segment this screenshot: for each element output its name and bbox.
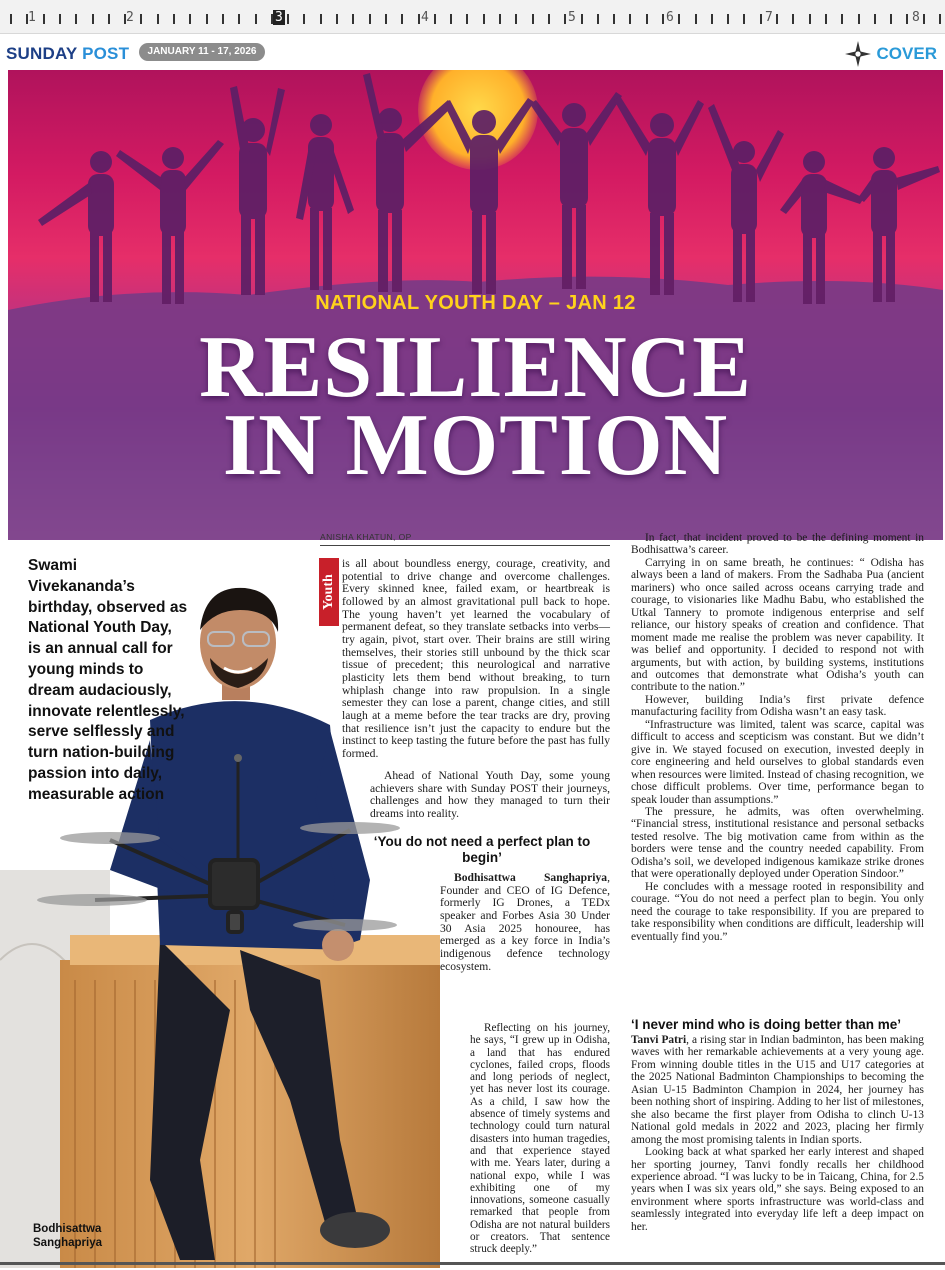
headline-line-1: RESILIENCE <box>199 319 752 416</box>
pull-quote: Swami Vivekananda’s birthday, observed as National Youth Day, is an annual call for young minds to dream audaciously, innovate relentlessly, serve selflessly and turn nation-building passion into daily, measurable action <box>28 557 188 803</box>
ruler-tick <box>532 14 534 24</box>
page-header <box>0 38 945 70</box>
ruler-tick <box>255 14 257 24</box>
ruler-tick <box>597 14 599 24</box>
ruler-tick <box>483 14 485 24</box>
ruler-tick <box>59 14 61 24</box>
ruler-tick <box>43 14 45 24</box>
article-intro-top <box>342 558 610 761</box>
bodhisattwa-paragraph-6: “Infrastructure was limited, talent was scarce, capital was difficult to access and scepticism was constant. But we didn’t give in. We stayed focused on execution, invested deeply in core engineering and held ourselves to global standards even when resources were limited. Instead of chasing recognition, we chose difficult problems. Over time, performance began to speak louder than assumptions.” <box>631 718 924 806</box>
ruler-number: 4 <box>421 10 429 25</box>
section-name: COVER <box>876 44 937 63</box>
section-tag: Youth <box>319 558 339 626</box>
ruler-tick <box>890 14 892 24</box>
article-intro-followup <box>370 770 610 821</box>
ruler-tick <box>303 14 305 24</box>
ruler-tick <box>743 14 745 24</box>
ruler-tick <box>581 14 583 24</box>
ruler-tick <box>401 14 403 24</box>
hero-kicker: NATIONAL YOUTH DAY – JAN 12 <box>315 292 636 314</box>
page-bottom-rule <box>0 1262 945 1265</box>
ruler-tick <box>466 14 468 24</box>
ruler-tick <box>662 14 664 24</box>
ruler-tick <box>760 14 762 24</box>
ruler-tick <box>564 14 566 24</box>
ruler-tick <box>75 14 77 24</box>
ruler-tick <box>287 14 289 24</box>
ruler-tick <box>792 14 794 24</box>
ruler-tick <box>613 14 615 24</box>
bodhisattwa-paragraph-2: Reflecting on his journey, he says, “I grew up in Odisha, a land that has endured cyclones, failed crops, floods and long periods of neglect, yet has never lost its courage. As a child, I saw how the absence of timely systems and technology could turn natural disasters into human tragedies, and that experience stayed with me. Years later, during a national expo, while I was exhibiting one of my innovations, someone casually remarked that people from Odisha are not natural builders or creators. That sentence struck deeply.” <box>470 1022 610 1256</box>
ruler-tick <box>124 14 126 24</box>
bodhisattwa-paragraph-5: However, building India’s first private defence manufacturing facility from Odisha wasn’t an easy task. <box>631 693 924 719</box>
bodhisattwa-paragraph-4: Carrying in on same breath, he continues: “ Odisha has always been a land of makers. From the Sadhaba Pua (ancient mariners) who once sailed across oceans carrying trade and courage, to visionaries like Madhu Babu, who established the Utkal Tannery to promote indigenous enterprise and self reliance, our history speaks of creation and confidence. That moment made me realise the problem was never capability. It was belief and opportunity. I decided to respond not with arguments, but with action, by building systems, institutions and outcomes that demonstrate what Odisha’s youth can contribute to the nation.” <box>631 556 924 694</box>
bodhisattwa-intro-block <box>440 872 610 973</box>
page-ruler <box>0 0 945 34</box>
ruler-tick <box>809 14 811 24</box>
ruler-tick <box>369 14 371 24</box>
bodhisattwa-paragraph-7: The pressure, he admits, was often overwhelming. “Financial stress, institutional resistance and personal setbacks tested resolve. The big motivation came from within as the borders were tense and the country needed capability. From Odisha’s soil, we developed indigenous kamikaze strike drones that were operationally deployed under Operation Sindoor.” <box>631 805 924 881</box>
article-intro-2: Ahead of National Youth Day, some young achievers share with Sunday POST their journeys, challenges and how they managed to turn their dreams into reality. <box>370 769 610 820</box>
ruler-number: 1 <box>28 10 36 25</box>
ruler-tick <box>189 14 191 24</box>
headline-line-2: IN MOTION <box>222 397 729 494</box>
ruler-tick <box>206 14 208 24</box>
person-name-bodhisattwa: Bodhisattwa Sanghapriya <box>454 871 608 884</box>
ruler-tick <box>515 14 517 24</box>
subhead-1: ‘You do not need a perfect plan to begin’ <box>373 834 591 865</box>
caption-line-2: Sanghapriya <box>33 1237 103 1249</box>
ruler-tick <box>450 14 452 24</box>
compass-star-icon <box>845 41 871 67</box>
ruler-tick <box>434 14 436 24</box>
ruler-number: 7 <box>765 10 773 25</box>
ruler-number: 6 <box>666 10 674 25</box>
person-name-tanvi: Tanvi Patri <box>631 1034 687 1046</box>
ruler-tick <box>678 14 680 24</box>
section-label[interactable] <box>845 42 937 66</box>
publication-brand[interactable] <box>6 44 129 64</box>
article-intro: is all about boundless energy, courage, creativity, and potential to drive change and overcome challenges. Every skinned knee, failed exam, or heartbreak is followed by an almost gravitational pull back to hope. The young haven’t yet learned the vocabulary of permanent defeat, so they translate setbacks into verbs—try again, pivot, start over. Their brains are still wiring themselves, their stories still unbound by the thick scar tissue of precedent; this neurological and narrative plasticity lets them bend without breaking, to turn whiplash change into raw propulsion. In a single semester they can lose a parent, change cities, and still laugh at a meme before the tear tracks are dry, proving that resilience isn’t just the capacity to endure but the instinct to keep tasting the future before the past has fully formed. <box>342 557 610 760</box>
article-column-right <box>631 532 924 943</box>
ruler-tick <box>727 14 729 24</box>
ruler-tick <box>157 14 159 24</box>
ruler-tick <box>385 14 387 24</box>
ruler-tick <box>841 14 843 24</box>
tanvi-paragraph-1: , a rising star in Indian badminton, has been making waves with her remarkable achievements at a very young age. From winning double titles in the U15 and U17 categories at the 2025 National Badminton Championships to becoming the Asian U-15 Badminton Champion in 2024, her journey has been nothing short of inspiring. Adding to her list of milestones, she also became the first player from Odisha to clinch U-13 National gold medals in 2022 and 2023, placing her firmly among the most promising talents in Indian sports. <box>631 1034 924 1146</box>
ruler-tick <box>418 14 420 24</box>
ruler-tick <box>140 14 142 24</box>
ruler-tick <box>92 14 94 24</box>
brand-word-sunday: SUNDAY <box>6 44 78 63</box>
ruler-tick <box>173 14 175 24</box>
photo-caption <box>33 1222 102 1250</box>
ruler-tick <box>548 14 550 24</box>
ruler-tick <box>499 14 501 24</box>
ruler-tick <box>352 14 354 24</box>
ruler-tick <box>222 14 224 24</box>
ruler-tick <box>238 14 240 24</box>
issue-date: JANUARY 11 - 17, 2026 <box>139 43 265 61</box>
ruler-tick <box>646 14 648 24</box>
ruler-number: 2 <box>126 10 134 25</box>
ruler-tick <box>825 14 827 24</box>
ruler-tick <box>874 14 876 24</box>
byline: ANISHA KHATUN, OP <box>320 532 610 546</box>
ruler-tick <box>923 14 925 24</box>
subhead-2: ‘I never mind who is doing better than me’ <box>631 1017 902 1032</box>
bodhisattwa-intro: , Founder and CEO of IG Defence, formerly IG Drones, a TEDx speaker and Forbes Asia 30 Under 30 Asia 2025 honouree, has emerged as a key force in India’s indigenous defence technology ecosystem. <box>440 871 610 973</box>
ruler-number: 8 <box>912 10 920 25</box>
ruler-tick <box>858 14 860 24</box>
hero-banner <box>8 70 943 540</box>
bodhisattwa-paragraph-3: In fact, that incident proved to be the defining moment in Bodhisattwa’s career. <box>631 532 924 557</box>
ruler-tick <box>336 14 338 24</box>
tanvi-story <box>631 1034 924 1233</box>
ruler-tick <box>10 14 12 24</box>
ruler-tick <box>906 14 908 24</box>
bodhisattwa-paragraph-8: He concludes with a message rooted in responsibility and courage. “You do not need a perfect plan to begin. You only need the courage to take responsibility. If you are prepared to take responsibility when conditions are difficult, leadership will eventually find you.” <box>631 880 924 943</box>
ruler-tick <box>320 14 322 24</box>
brand-word-post: POST <box>82 44 130 63</box>
ruler-tick <box>776 14 778 24</box>
ruler-tick <box>108 14 110 24</box>
ruler-tick <box>939 14 941 24</box>
ruler-tick <box>26 14 28 24</box>
caption-line-1: Bodhisattwa <box>33 1223 102 1235</box>
bodhisattwa-story-col1 <box>470 1022 610 1256</box>
ruler-tick <box>695 14 697 24</box>
ruler-tick <box>629 14 631 24</box>
ruler-tick <box>711 14 713 24</box>
ruler-number: 5 <box>568 10 576 25</box>
tanvi-paragraph-2: Looking back at what sparked her early interest and shaped her sporting journey, Tanvi fondly recalls her childhood experience abroad. “I was lucky to be in Taicang, China, for 2.5 years when I was six years old,” she says. Being exposed to an environment where sports infrastructure was world-class and seamlessly integrated into everyday life left a deep impact on her. <box>631 1146 924 1233</box>
ruler-tick <box>271 14 273 24</box>
ruler-number-active[interactable]: 3 <box>275 10 283 25</box>
